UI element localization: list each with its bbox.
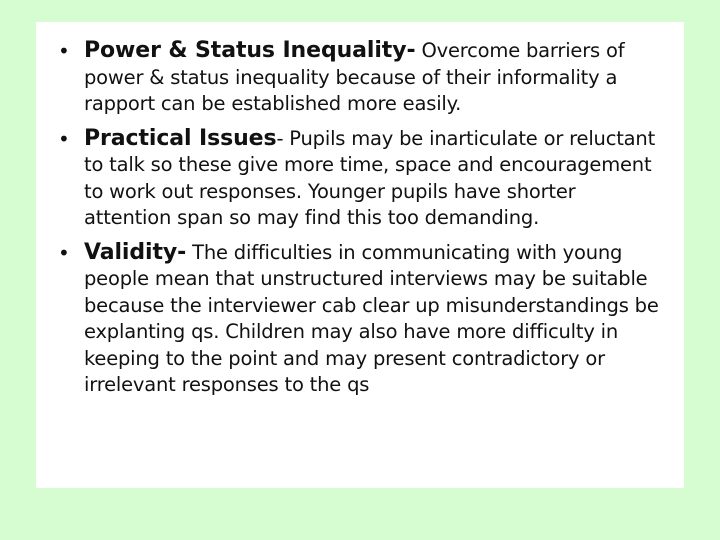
bullet-practical-issues: [36, 126, 684, 232]
bullet-text: Overcome barriers of power & status inequality because of their informality a rapport can be established more easily.: [84, 39, 625, 115]
slide-content-card: [36, 22, 684, 488]
bullet-dot-icon: •: [58, 39, 70, 63]
bullet-validity: [36, 240, 684, 399]
bullet-dot-icon: •: [58, 126, 70, 151]
bullet-power-status-inequality: [36, 38, 684, 118]
bullet-heading: Practical Issues: [84, 125, 277, 151]
bullet-list: [36, 38, 684, 407]
bullet-heading: Power & Status Inequality-: [84, 38, 416, 63]
bullet-heading: Validity-: [84, 239, 187, 265]
bullet-dot-icon: •: [58, 240, 70, 265]
bullet-text: The difficulties in communicating with young people mean that unstructured interviews may be suitable because the interviewer cab clear up misunderstandings be explanting qs. Children may also have more difficulty in keeping to the point and may present contradictory or irrelevant responses to the qs: [84, 240, 659, 396]
bullet-text: - Pupils may be inarticulate or reluctant to talk so these give more time, space and encouragement to work out responses. Younger pupils have shorter attention span so may find this too demanding.: [84, 126, 656, 229]
